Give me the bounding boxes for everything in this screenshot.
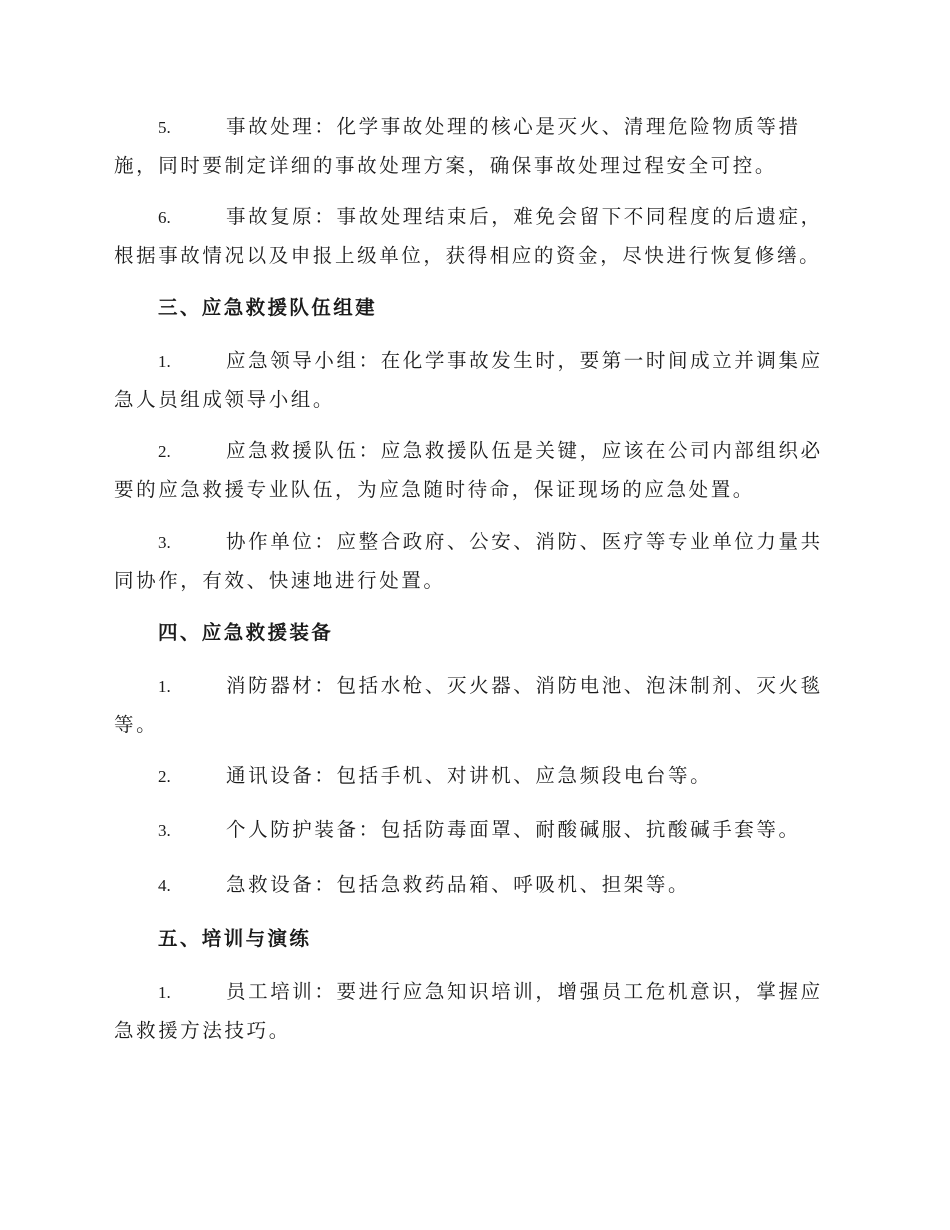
item-text: 员工培训：要进行应急知识培训，增强员工危机意识，掌握应急救援方法技巧。	[114, 980, 823, 1042]
item-number: 4.	[158, 876, 171, 895]
item-number: 3.	[158, 821, 171, 840]
list-item	[114, 866, 834, 905]
item-text: 个人防护装备：包括防毒面罩、耐酸碱服、抗酸碱手套等。	[226, 818, 801, 841]
item-text: 应急领导小组：在化学事故发生时，要第一时间成立并调集应急人员组成领导小组。	[114, 349, 823, 411]
item-text: 协作单位：应整合政府、公安、消防、医疗等专业单位力量共同协作，有效、快速地进行处置。	[114, 530, 823, 592]
list-item	[114, 432, 834, 509]
item-text: 消防器材：包括水枪、灭火器、消防电池、泡沫制剂、灭火毯等。	[114, 674, 823, 736]
list-item	[114, 198, 834, 275]
list-item	[114, 973, 834, 1050]
item-text: 事故复原：事故处理结束后，难免会留下不同程度的后遗症，根据事故情况以及申报上级单位，获得相应的资金，尽快进行恢复修缮。	[114, 205, 823, 267]
item-number: 1.	[158, 677, 171, 696]
item-number: 1.	[158, 352, 171, 371]
list-item	[114, 523, 834, 600]
list-item	[114, 757, 834, 796]
item-text: 通讯设备：包括手机、对讲机、应急频段电台等。	[226, 764, 713, 787]
section-heading: 三、应急救援队伍组建	[158, 296, 378, 319]
section-heading: 四、应急救援装备	[158, 621, 334, 644]
item-number: 6.	[158, 208, 171, 227]
list-item	[114, 342, 834, 419]
list-item	[114, 811, 834, 850]
item-text: 应急救援队伍：应急救援队伍是关键，应该在公司内部组织必要的应急救援专业队伍，为应急随时待命，保证现场的应急处置。	[114, 439, 823, 501]
list-item	[114, 108, 834, 185]
section-heading: 五、培训与演练	[158, 927, 312, 950]
list-item	[114, 667, 834, 744]
item-number: 5.	[158, 118, 171, 137]
item-number: 2.	[158, 767, 171, 786]
item-number: 2.	[158, 442, 171, 461]
item-number: 3.	[158, 533, 171, 552]
item-text: 事故处理：化学事故处理的核心是灭火、清理危险物质等措施，同时要制定详细的事故处理方案，确保事故处理过程安全可控。	[114, 115, 801, 177]
item-text: 急救设备：包括急救药品箱、呼吸机、担架等。	[226, 873, 691, 896]
item-number: 1.	[158, 983, 171, 1002]
